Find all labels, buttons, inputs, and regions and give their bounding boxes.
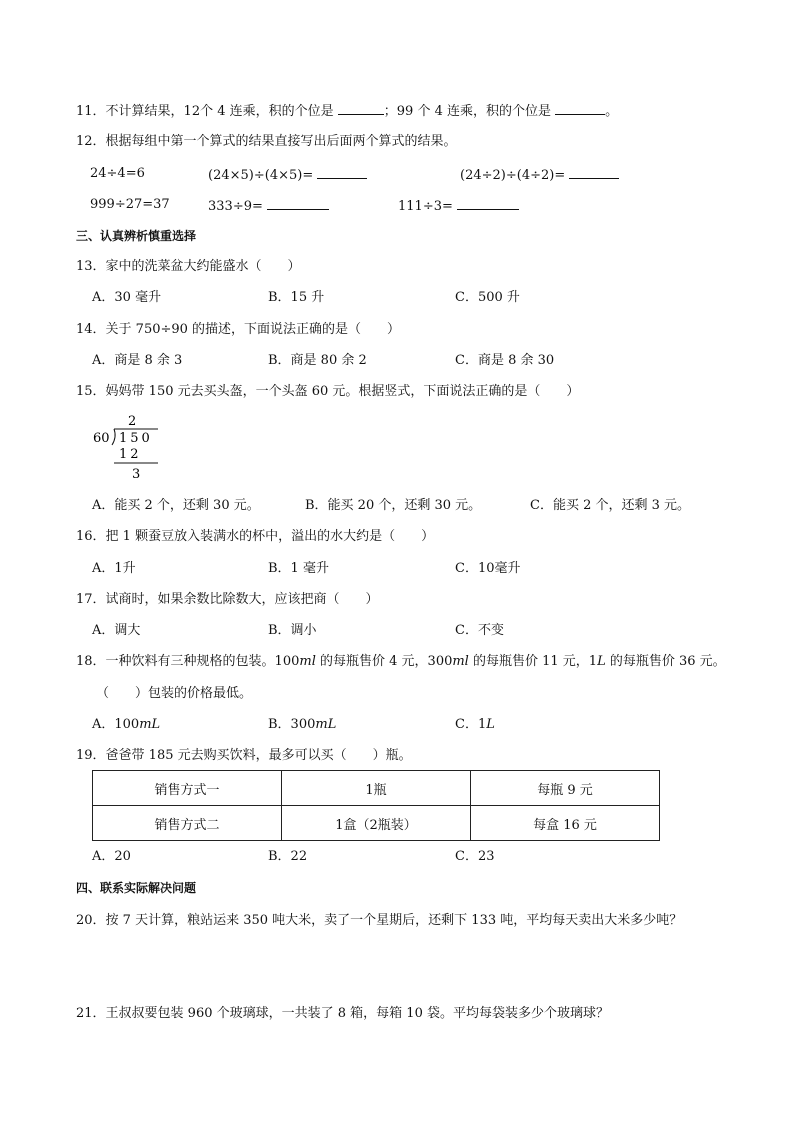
division-divisor: 60 xyxy=(93,431,110,446)
question-20: 20．按 7 天计算，粮站运来 350 吨大米，卖了一个星期后，还剩下 133 吨，平均每天卖出大米多少吨？ xyxy=(76,913,683,928)
division-bracket xyxy=(112,429,115,445)
question-number: 18． xyxy=(76,654,106,669)
option-b[interactable]: B．15 升 xyxy=(268,290,325,305)
expression-333-div-9: 333÷9= xyxy=(208,196,329,216)
expression-24-div-4: 24÷4=6 xyxy=(90,166,145,181)
expression-group-2: (24÷2)÷(4÷2)= xyxy=(460,165,619,185)
division-dividend: 150 xyxy=(119,431,153,446)
question-18-line-2: （ ）包装的价格最低。 xyxy=(96,686,253,701)
table-cell: 每瓶 9 元 xyxy=(471,771,660,806)
option-a[interactable]: A．能买 2 个，还剩 30 元。 xyxy=(92,498,260,513)
question-number: 11． xyxy=(76,104,106,119)
question-number: 19． xyxy=(76,748,106,763)
option-b[interactable]: B．1 毫升 xyxy=(268,561,329,576)
option-c[interactable]: C．不变 xyxy=(455,623,504,638)
long-division-figure xyxy=(92,411,172,483)
question-17: 17．试商时，如果余数比除数大，应该把商（ ） xyxy=(76,592,379,607)
option-a[interactable]: A．30 毫升 xyxy=(92,290,162,305)
option-c[interactable]: C．23 xyxy=(455,849,495,864)
option-a[interactable]: A．1升 xyxy=(92,561,136,576)
answer-blank[interactable] xyxy=(569,165,619,179)
answer-blank[interactable] xyxy=(457,196,519,210)
expression-999-div-27: 999÷27=37 xyxy=(90,197,170,212)
option-b[interactable]: B．商是 80 余 2 xyxy=(268,353,367,368)
question-14: 14．关于 750÷90 的描述，下面说法正确的是（ ） xyxy=(76,322,401,337)
option-a[interactable]: A．100mL xyxy=(92,717,161,732)
question-number: 21． xyxy=(76,1006,106,1021)
table-cell: 每盒 16 元 xyxy=(471,806,660,841)
table-cell: 销售方式一 xyxy=(93,771,282,806)
option-a[interactable]: A．商是 8 余 3 xyxy=(92,353,183,368)
option-c[interactable]: C．500 升 xyxy=(455,290,520,305)
option-b[interactable]: B．能买 20 个，还剩 30 元。 xyxy=(305,498,482,513)
expression-group-1: (24×5)÷(4×5)= xyxy=(208,165,367,185)
question-number: 13． xyxy=(76,259,106,274)
option-c[interactable]: C．商是 8 余 30 xyxy=(455,353,555,368)
question-number: 16． xyxy=(76,529,106,544)
table-cell: 1瓶 xyxy=(282,771,471,806)
table-row xyxy=(93,806,660,841)
option-a[interactable]: A．20 xyxy=(92,849,131,864)
option-c[interactable]: C．能买 2 个，还剩 3 元。 xyxy=(530,498,691,513)
answer-blank[interactable] xyxy=(338,101,384,115)
question-number: 12． xyxy=(76,134,106,149)
question-15: 15．妈妈带 150 元去买头盔，一个头盔 60 元。根据竖式，下面说法正确的是（ ） xyxy=(76,384,580,399)
table-row xyxy=(93,771,660,806)
table-cell: 1盒（2瓶装） xyxy=(282,806,471,841)
expression-111-div-3: 111÷3= xyxy=(398,196,519,216)
question-19: 19．爸爸带 185 元去购买饮料，最多可以买（ ）瓶。 xyxy=(76,748,412,763)
table-cell: 销售方式二 xyxy=(93,806,282,841)
question-12: 12．根据每组中第一个算式的结果直接写出后面两个算式的结果。 xyxy=(76,134,457,149)
answer-blank[interactable] xyxy=(555,101,605,115)
division-product: 12 xyxy=(119,447,142,462)
question-16: 16．把 1 颗蚕豆放入装满水的杯中，溢出的水大约是（ ） xyxy=(76,529,435,544)
question-number: 14． xyxy=(76,322,106,337)
answer-blank[interactable] xyxy=(267,196,329,210)
option-b[interactable]: B．调小 xyxy=(268,623,317,638)
option-b[interactable]: B．22 xyxy=(268,849,308,864)
question-number: 20． xyxy=(76,913,106,928)
option-c[interactable]: C．10毫升 xyxy=(455,561,521,576)
division-remainder: 3 xyxy=(132,467,141,482)
sales-method-table xyxy=(92,770,660,841)
option-b[interactable]: B．300mL xyxy=(268,717,337,732)
question-21: 21．王叔叔要包装 960 个玻璃球，一共装了 8 箱，每箱 10 袋。平均每袋装多少个玻璃球？ xyxy=(76,1006,609,1021)
question-13: 13．家中的洗菜盆大约能盛水（ ） xyxy=(76,259,301,274)
question-18: 18．一种饮料有三种规格的包装。100ml 的每瓶售价 4 元，300ml 的每瓶售价 11 元，1L 的每瓶售价 36 元。 xyxy=(76,654,726,669)
question-number: 17． xyxy=(76,592,106,607)
section-heading: 四、联系实际解决问题 xyxy=(76,881,197,895)
question-number: 15． xyxy=(76,384,106,399)
question-11: 11．不计算结果，12个 4 连乘，积的个位是 ；99 个 4 连乘，积的个位是 。 xyxy=(76,101,618,121)
option-c[interactable]: C．1L xyxy=(455,717,495,732)
division-quotient: 2 xyxy=(128,414,137,429)
section-heading: 三、认真辨析慎重选择 xyxy=(76,229,197,243)
answer-blank[interactable] xyxy=(317,165,367,179)
option-a[interactable]: A．调大 xyxy=(92,623,141,638)
